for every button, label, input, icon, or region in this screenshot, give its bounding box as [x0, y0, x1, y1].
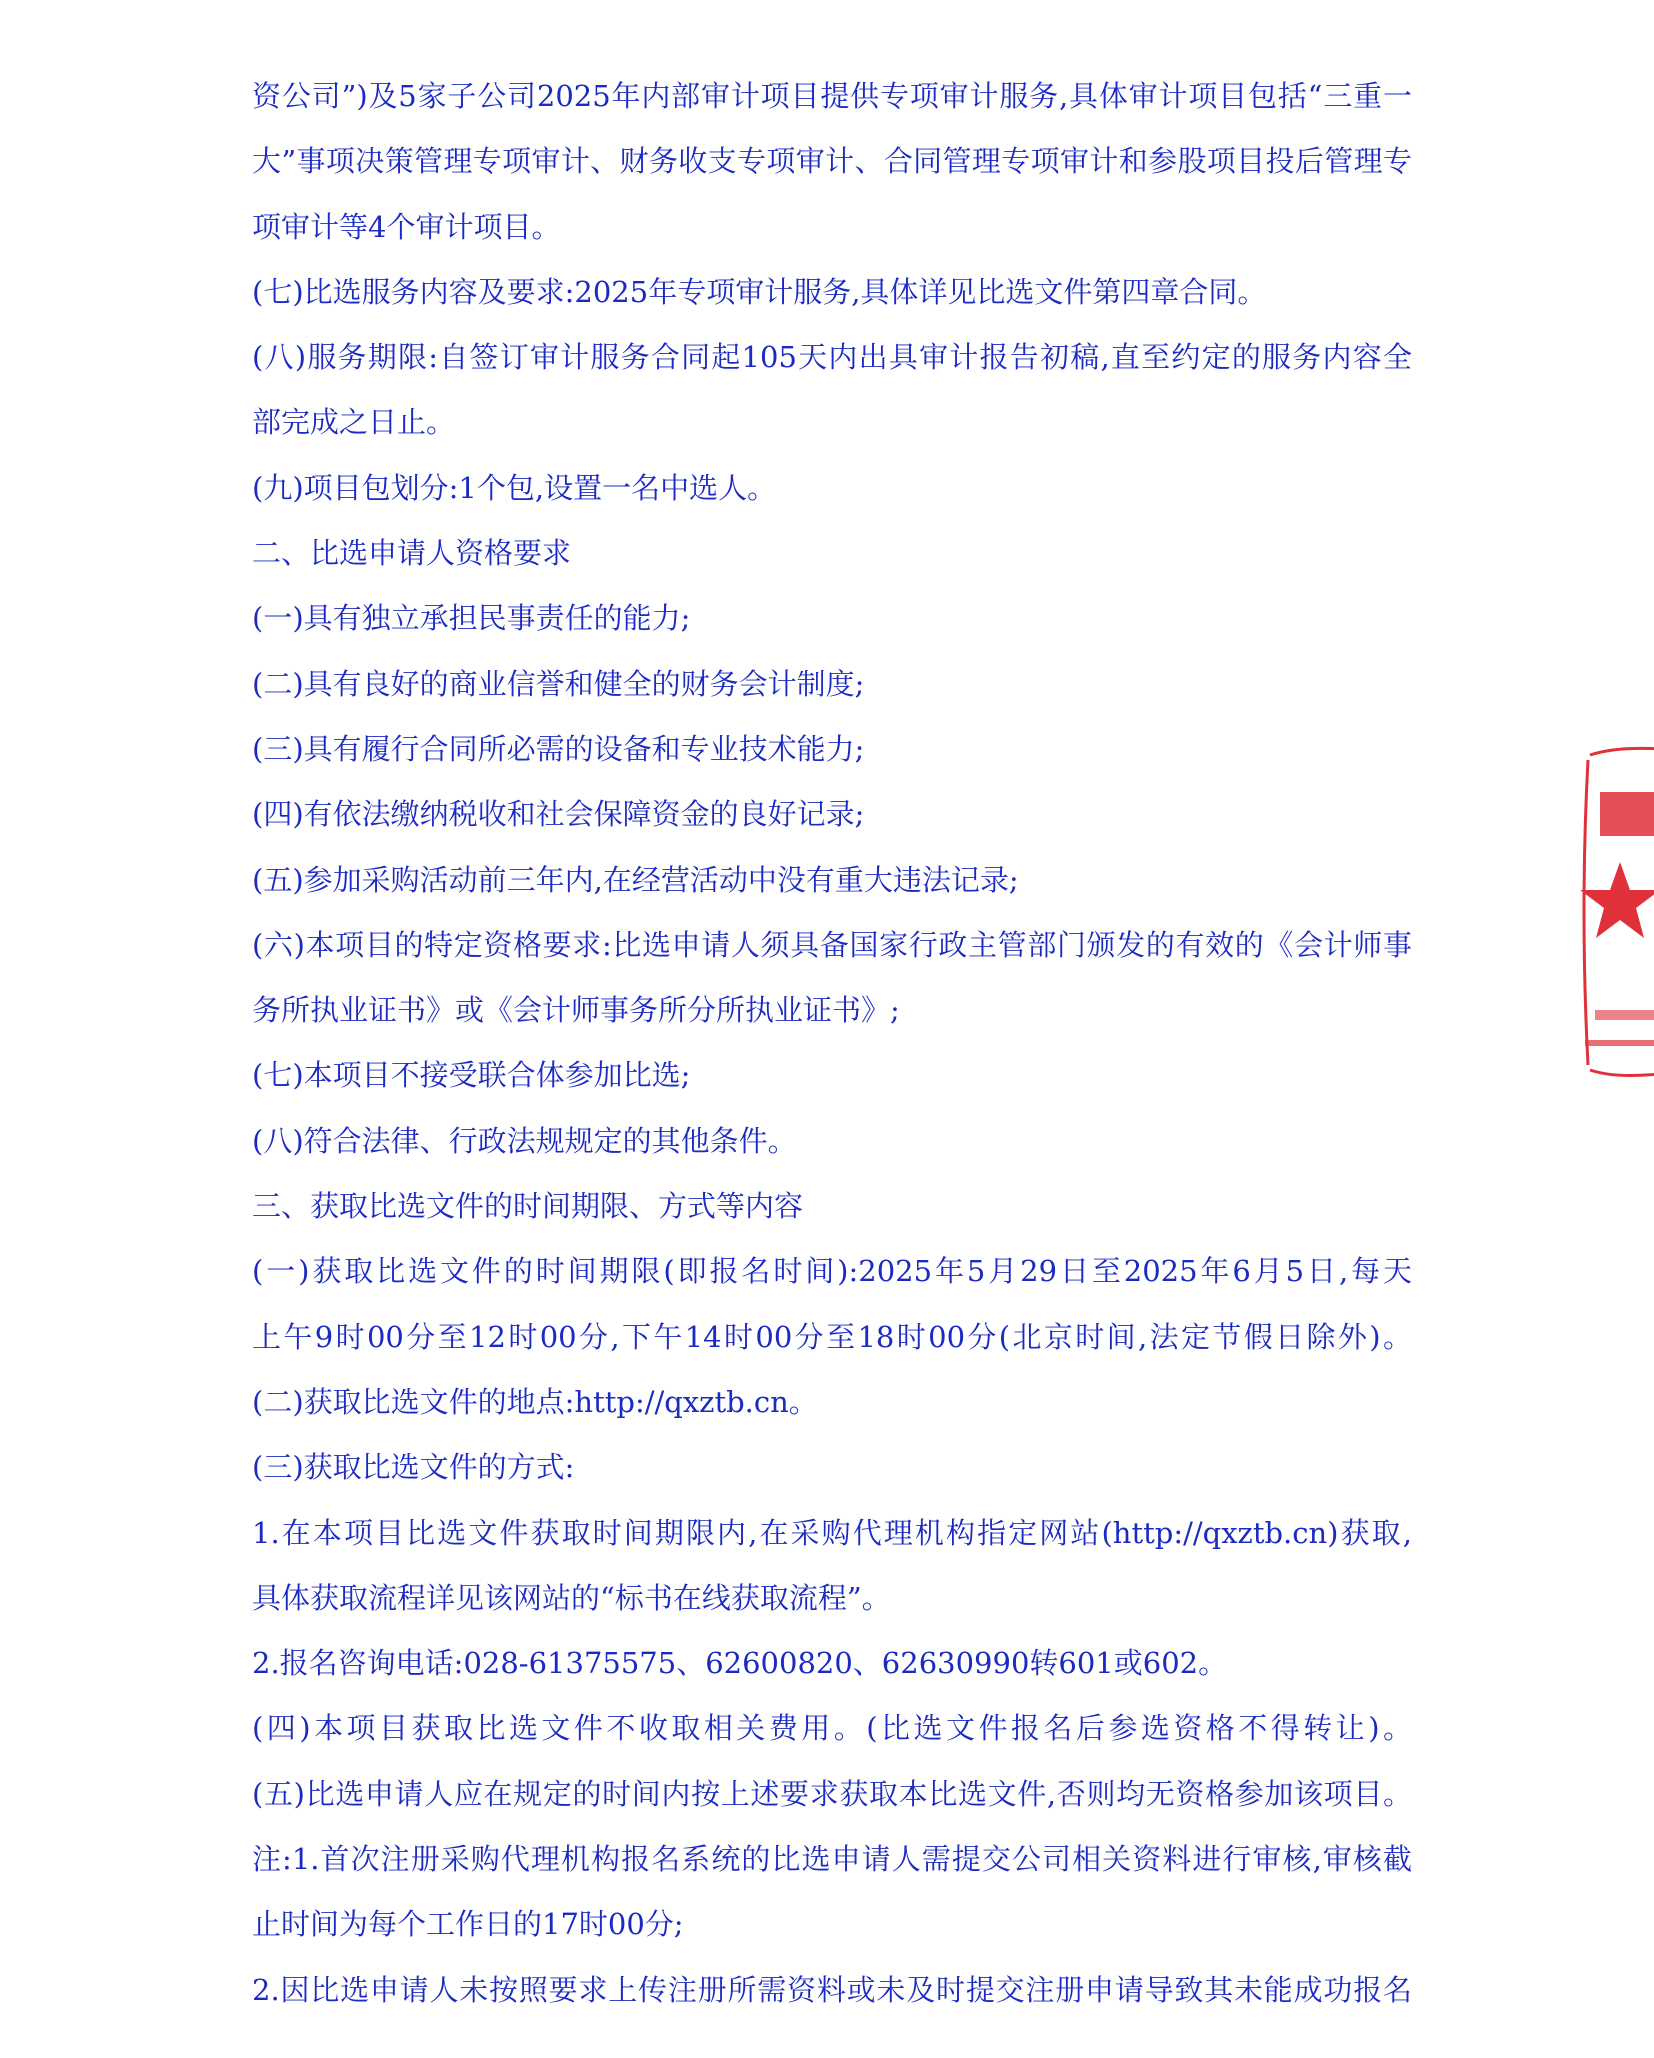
- text-line: 二、比选申请人资格要求: [252, 536, 572, 571]
- text-line: (二)具有良好的商业信誉和健全的财务会计制度;: [252, 666, 865, 701]
- seal-ring-top: [1590, 748, 1654, 755]
- text-line: (一)具有独立承担民事责任的能力;: [252, 601, 691, 636]
- document-body: [252, 64, 1412, 2023]
- text-line: (六)本项目的特定资格要求:比选申请人须具备国家行政主管部门颁发的有效的《会计师事: [252, 927, 1412, 962]
- text-line: 资公司”)及5家子公司2025年内部审计项目提供专项审计服务,具体审计项目包括“三重一: [252, 79, 1412, 113]
- text-line: 2.报名咨询电话:028-61375575、62600820、62630990转601或602。: [252, 1646, 1228, 1681]
- text-line: (一)获取比选文件的时间期限(即报名时间):2025年5月29日至2025年6月5日,每天: [252, 1254, 1412, 1289]
- text-line: (二)获取比选文件的地点:http://qxztb.cn。: [252, 1384, 818, 1419]
- seal-text-block: [1600, 792, 1654, 836]
- text-line: 上午9时00分至12时00分,下午14时00分至18时00分(北京时间,法定节假日除外)。: [252, 1319, 1412, 1354]
- text-line: 具体获取流程详见该网站的“标书在线获取流程”。: [252, 1580, 891, 1615]
- text-line: (三)具有履行合同所必需的设备和专业技术能力;: [252, 731, 865, 766]
- seal-bottom-bar: [1585, 1040, 1654, 1046]
- text-line: 大”事项决策管理专项审计、财务收支专项审计、合同管理专项审计和参股项目投后管理专: [252, 144, 1412, 179]
- text-line: (七)本项目不接受联合体参加比选;: [252, 1058, 691, 1093]
- seal-stamp: [1580, 740, 1654, 1090]
- text-line: 项审计等4个审计项目。: [252, 209, 561, 244]
- text-line: (五)比选申请人应在规定的时间内按上述要求获取本比选文件,否则均无资格参加该项目。: [252, 1776, 1412, 1811]
- text-line: 三、获取比选文件的时间期限、方式等内容: [252, 1189, 804, 1224]
- text-line: (五)参加采购活动前三年内,在经营活动中没有重大违法记录;: [252, 862, 1019, 897]
- text-line: (八)服务期限:自签订审计服务合同起105天内出具审计报告初稿,直至约定的服务内容全: [252, 340, 1412, 375]
- text-line: (七)比选服务内容及要求:2025年专项审计服务,具体详见比选文件第四章合同。: [252, 274, 1267, 309]
- star-icon: [1580, 862, 1654, 938]
- text-line: 部完成之日止。: [252, 405, 456, 440]
- text-line: 注:1.首次注册采购代理机构报名系统的比选申请人需提交公司相关资料进行审核,审核截: [252, 1842, 1412, 1877]
- text-line: 务所执业证书》或《会计师事务所分所执业证书》;: [252, 993, 900, 1028]
- text-line: 1.在本项目比选文件获取时间期限内,在采购代理机构指定网站(http://qxztb.cn)获取,: [252, 1515, 1412, 1550]
- text-line: (八)符合法律、行政法规规定的其他条件。: [252, 1123, 797, 1158]
- seal-ring-left: [1584, 760, 1588, 1065]
- text-line: (三)获取比选文件的方式:: [252, 1450, 575, 1485]
- text-line: (九)项目包划分:1个包,设置一名中选人。: [252, 470, 777, 505]
- text-line: (四)本项目获取比选文件不收取相关费用。(比选文件报名后参选资格不得转让)。: [252, 1711, 1412, 1746]
- text-line: 2.因比选申请人未按照要求上传注册所需资料或未及时提交注册申请导致其未能成功报名: [252, 1972, 1412, 2007]
- text-line: 止时间为每个工作日的17时00分;: [252, 1907, 684, 1942]
- seal-ring-bottom: [1590, 1070, 1654, 1076]
- text-line: (四)有依法缴纳税收和社会保障资金的良好记录;: [252, 797, 865, 832]
- seal-number-strip: [1595, 1010, 1654, 1020]
